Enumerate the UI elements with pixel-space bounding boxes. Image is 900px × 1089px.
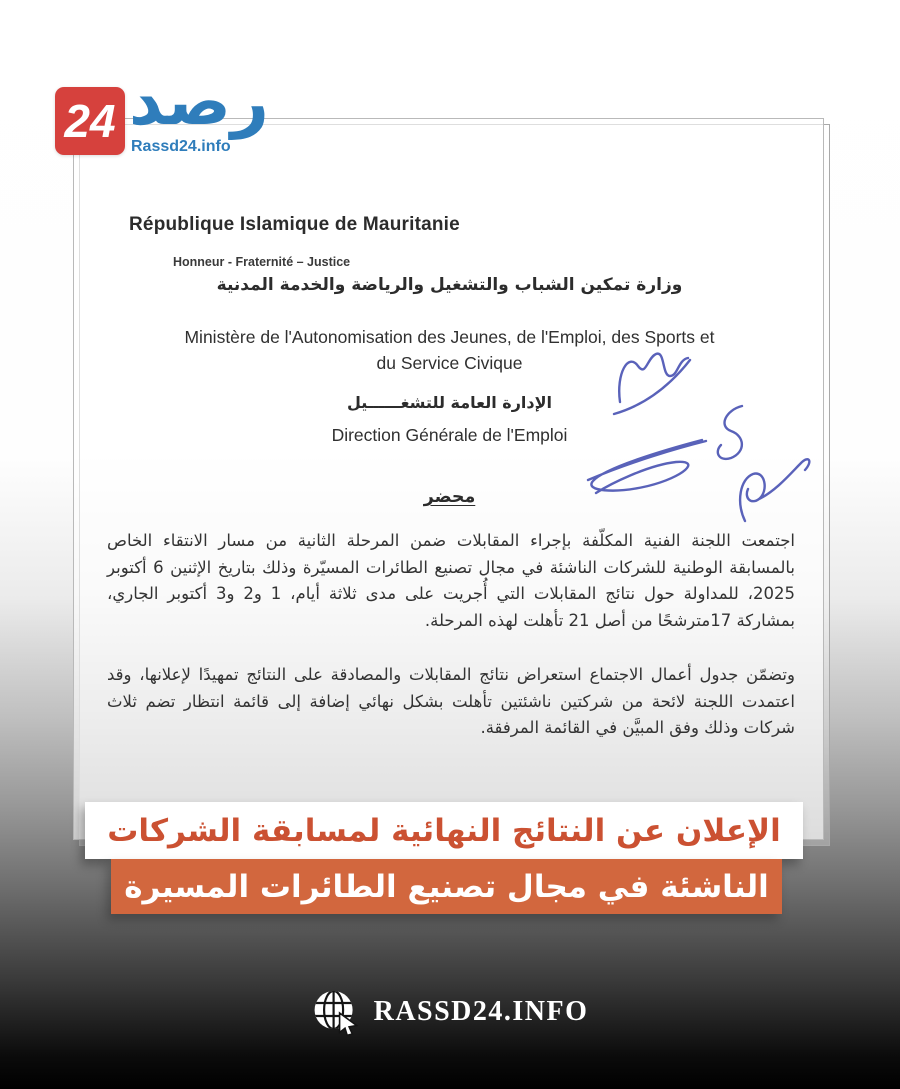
footer-site-url: RASSD24.INFO [373,996,589,1027]
republic-title: République Islamique de Mauritanie [129,214,460,235]
document-title-mahdar: محضر [423,487,476,507]
globe-cursor-icon [312,988,360,1036]
headline-banner-line2 [111,859,782,914]
logo-24-number: 24 [64,95,116,147]
directorate-name-french: Direction Générale de l'Emploi [331,425,568,445]
directorate-name-arabic: الإدارة العامة للتشغــــــيل [346,393,553,412]
logo-site-url: Rassd24.info [131,138,231,155]
logo-arabic-wordmark: رصد [129,63,269,140]
ministry-name-arabic: وزارة تمكين الشباب والتشغيل والرياضة والخدمة المدنية [216,275,683,295]
logo-24-badge [55,87,125,155]
document-paragraph-2: وتضمّن جدول أعمال الاجتماع استعراض نتائج المقابلات والمصادقة على النتائج تمهيدًا لإعلانها، وقد اعتمدت اللجنة لائحة من شركتين ناشئتين تأهلت بشكل نهائي إضافة إلى قائمة انتظار تضم ثلاث شركات وذلك وفق المبيَّن في القائمة المرفقة. [107,665,795,737]
national-motto: Honneur - Fraternité – Justice [173,255,351,269]
ministry-name-french-line1: Ministère de l'Autonomisation des Jeunes, de l'Emploi, des Sports et [184,327,715,347]
footer-watermark [312,988,589,1036]
headline-banner-line1 [85,802,803,859]
ministry-name-french-line2: du Service Civique [376,353,523,373]
document-paragraph-1: اجتمعت اللجنة الفنية المكلّفة بإجراء المقابلات ضمن المرحلة الثانية من مسار الانتقاء الخاص بالمسابقة الوطنية للشركات الناشئة في مجال تصنيع الطائرات المسيّرة وذلك بتاريخ الإثنين 6 أكتوبر 2025، للمداولة حول نتائج المقابلات التي أُجريت على مدى ثلاثة أيام، 1 و2 و3 أكتوبر الجاري، بمشاركة 17مترشحًا من أصل 21 تأهلت لهذه المرحلة. [107,531,796,630]
headline-text-line1: الإعلان عن النتائج النهائية لمسابقة الشركات [107,812,781,849]
headline-text-line2: الناشئة في مجال تصنيع الطائرات المسيرة [124,868,769,905]
scanned-document [73,118,824,840]
